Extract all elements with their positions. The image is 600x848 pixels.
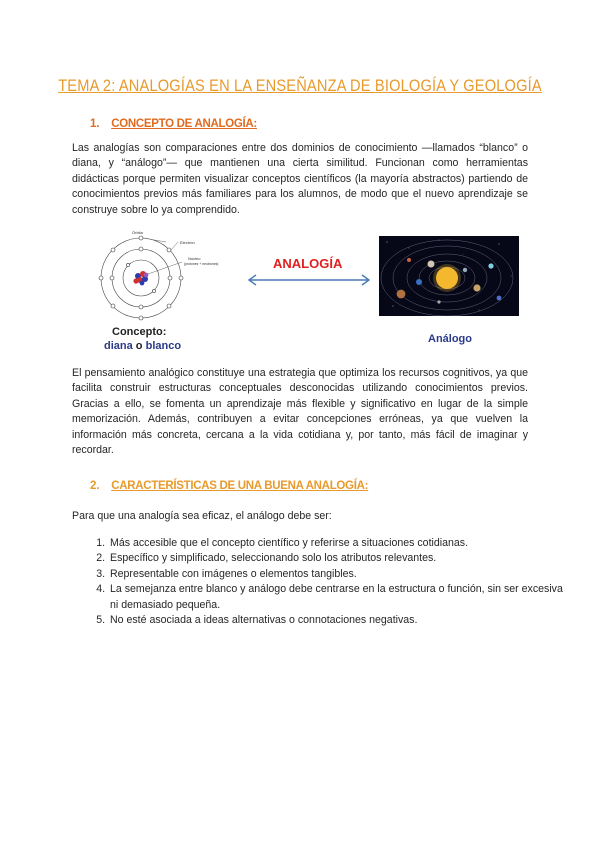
section-1-heading: [90, 118, 257, 130]
concept-sub-or: o: [135, 340, 143, 352]
document-title: TEMA 2: ANALOGÍAS EN LA ENSEÑANZA DE BIOLOGÍA Y GEOLOGÍA: [58, 76, 542, 95]
atom-nucleus: [133, 271, 148, 285]
label-shell: Órbita: [132, 230, 143, 235]
section-1-number: 1.: [90, 118, 100, 130]
concept-sub-diana: diana: [104, 340, 133, 352]
double-arrow-icon: [244, 270, 374, 290]
label-nucleus: Núcleo: [188, 256, 201, 261]
section-2-title: CARACTERÍSTICAS DE UNA BUENA ANALOGÍA:: [111, 480, 369, 492]
concept-label: Concepto:: [112, 326, 167, 338]
concept-subtitle: [104, 340, 181, 352]
section-2-intro: Para que una analogía sea eficaz, el análogo debe ser:: [72, 510, 332, 522]
list-item: 3. Representable con imágenes o elementos tangibles.: [108, 567, 568, 582]
characteristics-list: [72, 536, 568, 628]
label-nucleus-detail: (protones + neutrones): [184, 262, 219, 266]
concept-sub-blanco: blanco: [145, 340, 182, 352]
list-item: 2. Específico y simplificado, seleccionando solo los atributos relevantes.: [108, 551, 568, 566]
section-1-paragraph-2: El pensamiento analógico constituye una estrategia que optimiza los recursos cognitivos, ya que facilita construir estructuras conceptuales desconocidas utilizando conocimientos previos. Gracias a ello, se fomenta un aprendizaje más flexible y significativo en lugar de la simple memorización. Además, contribuyen a evitar concepciones erróneas, ya que vuelven la información más concreta, cercana a la vida cotidiana y, por tanto, más fácil de imaginar y recordar.: [72, 367, 528, 457]
section-1-paragraph-1: Las analogías son comparaciones entre dos dominios de conocimiento —llamados “blanco” o diana, y “análogo”— que mantienen una cierta similitud. Funcionan como herramientas didácticas porque permiten visualizar conceptos científicos (la mayoría abstractos) partiendo de conocimientos previos más familiares para los alumnos, de modo que el nuevo aprendizaje se construye sobre lo ya comprendido.: [72, 142, 528, 216]
analogy-word: ANALOGÍA: [273, 256, 343, 271]
atom-diagram: [96, 228, 246, 328]
section-1-title: CONCEPTO DE ANALOGÍA:: [111, 118, 257, 130]
list-item: 4. La semejanza entre blanco y análogo debe centrarse en la estructura o función, sin ser excesiva ni demasiado pequeña.: [108, 582, 568, 613]
atom-leaders: [143, 238, 182, 274]
section-2-number: 2.: [90, 480, 100, 492]
analog-label: Análogo: [428, 333, 472, 345]
analogy-figure: [90, 226, 520, 356]
section-2-heading: [90, 480, 368, 492]
label-electron: Electrón: [180, 240, 195, 245]
solar-system-image: [379, 236, 519, 316]
list-item: 5. No esté asociada a ideas alternativas o connotaciones negativas.: [108, 613, 568, 628]
list-item: 1. Más accesible que el concepto científico y referirse a situaciones cotidianas.: [108, 536, 568, 551]
